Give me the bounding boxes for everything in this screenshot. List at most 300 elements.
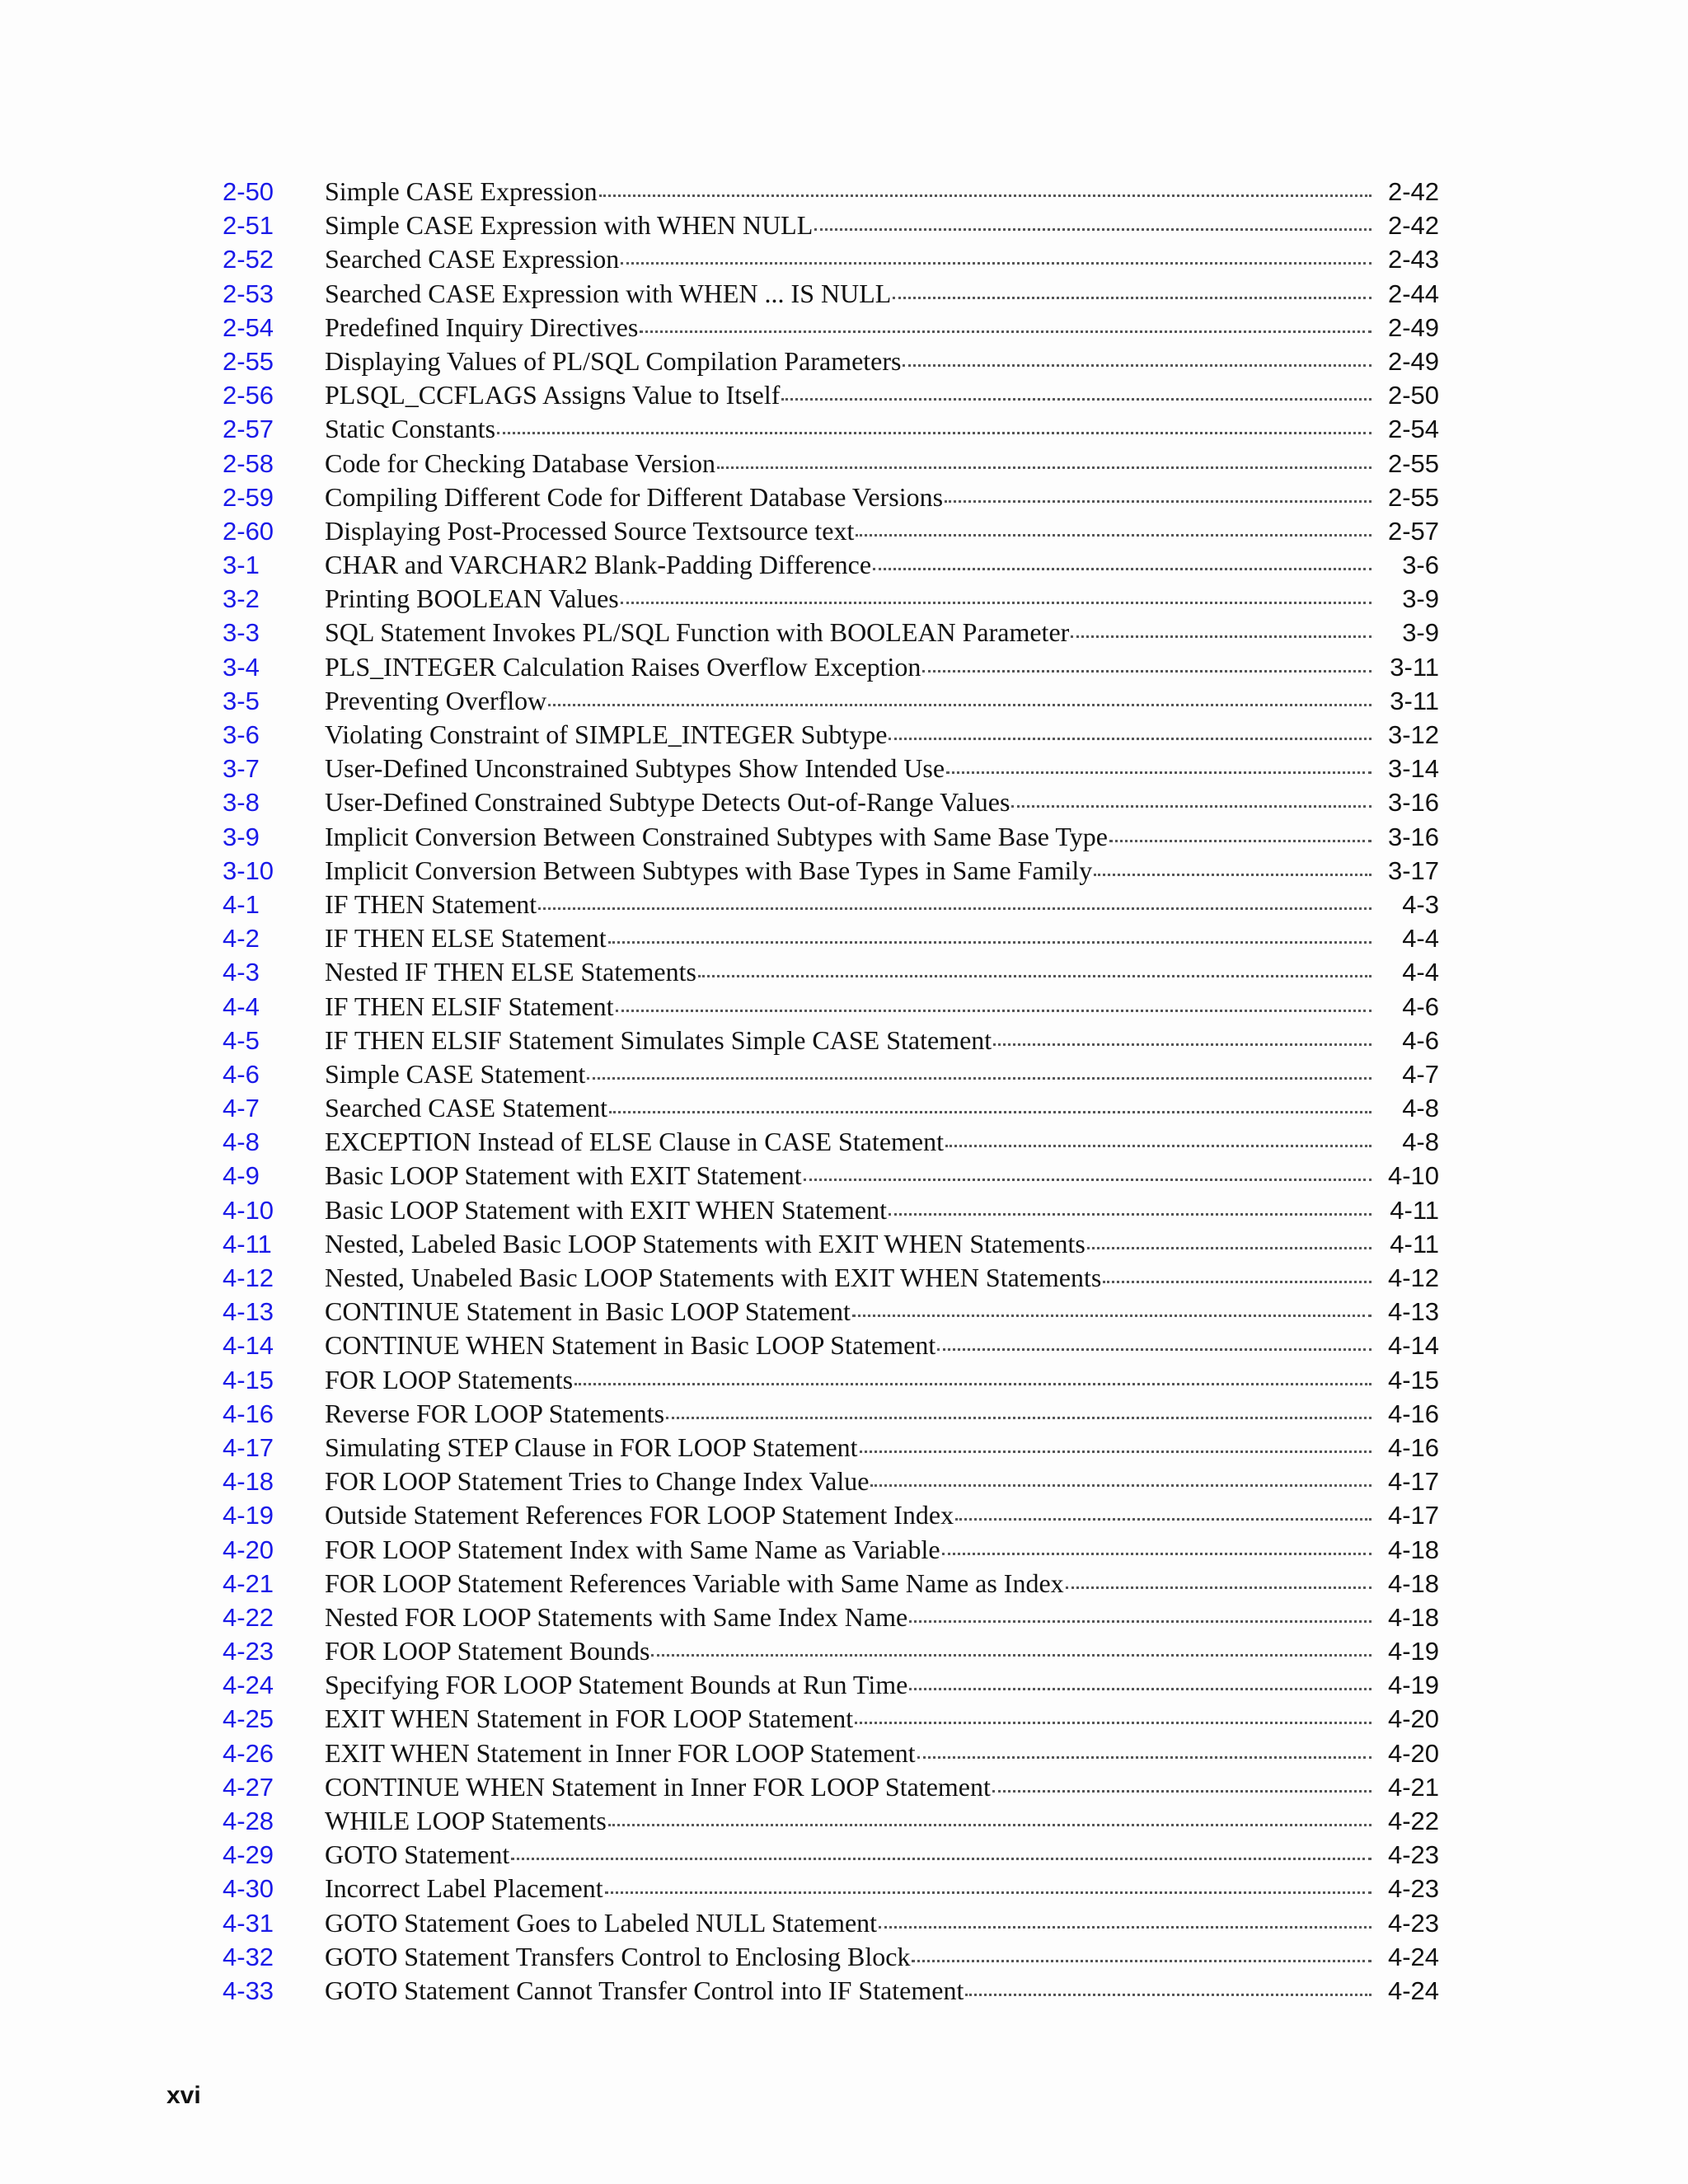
example-number-link[interactable]: 3-2 (223, 584, 260, 614)
page-reference: 2-57 (1387, 516, 1439, 546)
page-reference: 4-23 (1387, 1840, 1439, 1870)
example-title: Nested, Unabeled Basic LOOP Statements with EXIT WHEN Statements (325, 1263, 1102, 1292)
page-reference: 2-55 (1387, 482, 1439, 512)
toc-entry (325, 1974, 1380, 2008)
example-number-link[interactable]: 2-50 (223, 177, 274, 206)
toc-entry (325, 1024, 1380, 1057)
example-number-link[interactable]: 4-30 (223, 1874, 274, 1904)
dot-leader (965, 1985, 1372, 1996)
dot-leader (497, 424, 1372, 434)
toc-entry (325, 1261, 1380, 1295)
example-number-link[interactable]: 4-19 (223, 1501, 274, 1530)
example-number-link[interactable]: 4-16 (223, 1399, 274, 1428)
toc-entry (325, 1057, 1380, 1091)
example-title: Searched CASE Expression (325, 244, 620, 274)
toc-row (223, 1295, 1439, 1329)
toc-entry (325, 1227, 1380, 1261)
page-reference: 4-19 (1387, 1671, 1439, 1700)
toc-row (223, 888, 1439, 921)
page-reference: 4-11 (1390, 1229, 1439, 1258)
dot-leader (893, 288, 1372, 299)
example-number-link[interactable]: 4-5 (223, 1025, 260, 1055)
toc-row (223, 1329, 1439, 1362)
toc-row (223, 1770, 1439, 1804)
page-reference: 3-16 (1387, 822, 1439, 851)
example-title: Searched CASE Statement (325, 1093, 608, 1123)
example-number-link[interactable]: 4-13 (223, 1297, 274, 1327)
example-title: CONTINUE Statement in Basic LOOP Statement (325, 1296, 851, 1327)
example-title: Reverse FOR LOOP Statements (325, 1398, 665, 1428)
dot-leader (605, 1883, 1372, 1894)
example-title: Violating Constraint of SIMPLE_INTEGER Subtype (325, 719, 888, 749)
toc-row (223, 616, 1439, 649)
example-title: IF THEN Statement (325, 888, 537, 919)
dot-leader (870, 1476, 1372, 1487)
toc-row (223, 1940, 1439, 1974)
example-number-link[interactable]: 4-22 (223, 1602, 274, 1632)
toc-entry (325, 1125, 1380, 1159)
dot-leader (912, 1952, 1372, 1962)
dot-leader (621, 254, 1372, 265)
example-title: IF THEN ELSIF Statement Simulates Simple CASE Statement (325, 1024, 992, 1055)
toc-row (223, 752, 1439, 785)
example-title: EXIT WHEN Statement in FOR LOOP Statement (325, 1704, 854, 1734)
toc-entry (325, 1668, 1380, 1702)
toc-row (223, 344, 1439, 378)
example-number-link[interactable]: 4-23 (223, 1637, 274, 1666)
toc-row (223, 1057, 1439, 1091)
toc-entry (325, 1770, 1380, 1804)
toc-row (223, 684, 1439, 718)
example-title: GOTO Statement Goes to Labeled NULL Statement (325, 1907, 878, 1938)
toc-entry (325, 1159, 1380, 1193)
page-reference: 2-44 (1387, 279, 1439, 308)
page-reference: 3-17 (1387, 855, 1439, 885)
toc-row (223, 514, 1439, 548)
page-reference: 3-12 (1387, 720, 1439, 749)
example-number-link[interactable]: 3-3 (223, 618, 260, 648)
toc-entry (325, 1634, 1380, 1668)
example-number-link[interactable]: 2-59 (223, 482, 274, 512)
toc-row (223, 1159, 1439, 1193)
dot-leader (889, 729, 1372, 740)
toc-entry (325, 1397, 1380, 1431)
toc-entry (325, 582, 1380, 616)
example-number-link[interactable]: 4-26 (223, 1738, 274, 1768)
toc-entry (325, 1295, 1380, 1329)
example-title: Simple CASE Expression (325, 176, 598, 206)
dot-leader (651, 1646, 1372, 1657)
example-title: PLS_INTEGER Calculation Raises Overflow Exception (325, 651, 921, 682)
toc-entry (325, 1838, 1380, 1872)
dot-leader (608, 1816, 1372, 1826)
dot-leader (717, 458, 1372, 469)
example-number-link[interactable]: 4-3 (223, 958, 260, 987)
page-reference: 4-3 (1402, 889, 1439, 919)
example-number-link[interactable]: 4-29 (223, 1840, 274, 1870)
toc-row (223, 378, 1439, 412)
example-title: Code for Checking Database Version (325, 448, 715, 478)
toc-entry (325, 1736, 1380, 1770)
toc-row (223, 175, 1439, 209)
toc-entry (325, 752, 1380, 785)
example-number-link[interactable]: 2-53 (223, 279, 274, 308)
toc-row (223, 990, 1439, 1024)
page-reference: 4-24 (1387, 1942, 1439, 1971)
example-title: Predefined Inquiry Directives (325, 312, 639, 342)
toc-entry (325, 616, 1380, 649)
example-number-link[interactable]: 4-2 (223, 924, 260, 954)
example-title: FOR LOOP Statements (325, 1364, 574, 1394)
example-number-link[interactable]: 4-4 (223, 991, 260, 1021)
example-number-link[interactable]: 3-10 (223, 855, 274, 885)
toc-row (223, 1601, 1439, 1634)
example-number-link[interactable]: 3-7 (223, 754, 260, 784)
example-title: Implicit Conversion Between Subtypes with Base Types in Same Family (325, 855, 1093, 885)
example-number-link[interactable]: 2-55 (223, 346, 274, 376)
toc-entry (325, 1702, 1380, 1736)
example-title: EXIT WHEN Statement in Inner FOR LOOP Statement (325, 1737, 916, 1768)
toc-row (223, 1634, 1439, 1668)
toc-row (223, 209, 1439, 242)
example-title: EXCEPTION Instead of ELSE Clause in CASE Statement (325, 1127, 945, 1157)
page-reference: 4-20 (1387, 1704, 1439, 1734)
page-reference: 4-14 (1387, 1331, 1439, 1361)
page-reference: 4-20 (1387, 1738, 1439, 1768)
page-reference: 4-4 (1402, 958, 1439, 987)
example-title: Implicit Conversion Between Constrained Subtypes with Same Base Type (325, 821, 1108, 851)
example-number-link[interactable]: 4-27 (223, 1772, 274, 1802)
example-number-link[interactable]: 4-28 (223, 1807, 274, 1835)
example-number-link[interactable]: 4-25 (223, 1704, 274, 1734)
example-number-link[interactable]: 3-1 (223, 551, 260, 580)
page-reference: 4-6 (1402, 1025, 1439, 1055)
example-number-link[interactable]: 4-12 (223, 1263, 274, 1292)
page-reference: 4-4 (1402, 924, 1439, 954)
dot-leader (814, 220, 1372, 231)
toc-entry (325, 548, 1380, 582)
dot-leader (945, 1137, 1372, 1147)
page-reference: 4-17 (1387, 1501, 1439, 1530)
page-reference: 4-17 (1387, 1467, 1439, 1497)
toc-entry (325, 684, 1380, 718)
page-reference: 4-11 (1390, 1195, 1439, 1225)
example-number-link[interactable]: 2-57 (223, 415, 274, 444)
example-title: FOR LOOP Statement Bounds (325, 1636, 650, 1666)
example-title: WHILE LOOP Statements (325, 1806, 607, 1835)
example-number-link[interactable]: 3-8 (223, 788, 260, 818)
example-number-link[interactable]: 4-6 (223, 1059, 260, 1089)
example-number-link[interactable]: 4-31 (223, 1908, 274, 1938)
dot-leader (992, 1782, 1372, 1793)
toc-row (223, 854, 1439, 888)
example-title: FOR LOOP Statement Index with Same Name as Variable (325, 1534, 940, 1564)
dot-leader (640, 322, 1372, 333)
example-number-link[interactable]: 2-51 (223, 211, 274, 241)
page-reference: 4-19 (1387, 1637, 1439, 1666)
dot-leader (945, 492, 1372, 503)
page-reference: 4-13 (1387, 1297, 1439, 1327)
toc-row (223, 447, 1439, 480)
toc-entry (325, 209, 1380, 242)
page-reference: 4-23 (1387, 1908, 1439, 1938)
example-number-link[interactable]: 4-17 (223, 1432, 274, 1462)
dot-leader (616, 1001, 1372, 1012)
dot-leader (993, 1035, 1372, 1046)
example-title: User-Defined Constrained Subtype Detects Out-of-Range Values (325, 787, 1010, 818)
dot-leader (609, 1103, 1372, 1113)
page-reference: 2-49 (1387, 312, 1439, 342)
dot-leader (666, 1408, 1372, 1419)
toc-entry (325, 854, 1380, 888)
toc-entry (325, 1193, 1380, 1227)
example-title: Nested FOR LOOP Statements with Same Index Name (325, 1601, 908, 1632)
page-reference: 4-18 (1387, 1568, 1439, 1598)
toc-row (223, 1024, 1439, 1057)
page-reference: 3-14 (1387, 754, 1439, 784)
dot-leader (909, 1680, 1372, 1690)
toc-row (223, 921, 1439, 955)
page-reference: 2-50 (1387, 381, 1439, 410)
page-reference: 3-9 (1402, 584, 1439, 614)
toc-entry (325, 175, 1380, 209)
toc-entry (325, 820, 1380, 854)
dot-leader (855, 1713, 1372, 1724)
toc-entry (325, 785, 1380, 819)
toc-entry (325, 1498, 1380, 1532)
toc-row (223, 650, 1439, 684)
page-reference: 4-22 (1387, 1807, 1439, 1835)
toc-entry (325, 1804, 1380, 1838)
example-number-link[interactable]: 2-58 (223, 448, 274, 478)
example-title: Searched CASE Expression with WHEN ... IS NULL (325, 278, 892, 308)
example-title: FOR LOOP Statement References Variable with Same Name as Index (325, 1568, 1064, 1598)
example-title: Outside Statement References FOR LOOP Statement Index (325, 1500, 954, 1530)
toc-row (223, 277, 1439, 311)
example-title: Displaying Post-Processed Source Textsource text (325, 515, 855, 546)
dot-leader (903, 356, 1372, 367)
page-reference: 3-11 (1390, 686, 1439, 715)
example-title: Simple CASE Expression with WHEN NULL (325, 210, 814, 241)
example-number-link[interactable]: 3-9 (223, 822, 260, 851)
toc-row (223, 1193, 1439, 1227)
dot-leader (852, 1306, 1372, 1317)
example-title: CONTINUE WHEN Statement in Inner FOR LOOP Statement (325, 1771, 991, 1802)
toc-entry (325, 1872, 1380, 1905)
example-number-link[interactable]: 4-8 (223, 1127, 260, 1157)
toc-row (223, 785, 1439, 819)
toc-row (223, 1736, 1439, 1770)
toc-entry (325, 514, 1380, 548)
toc-row (223, 1668, 1439, 1702)
example-number-link[interactable]: 2-52 (223, 245, 274, 274)
toc-entry (325, 1465, 1380, 1498)
page-number: xvi (166, 2082, 201, 2109)
toc-row (223, 718, 1439, 752)
example-title: PLSQL_CCFLAGS Assigns Value to Itself (325, 380, 781, 410)
toc-entry (325, 921, 1380, 955)
toc-entry (325, 888, 1380, 921)
dot-leader (873, 560, 1372, 570)
toc-row (223, 1567, 1439, 1601)
toc-entry (325, 1601, 1380, 1634)
page-reference: 2-55 (1387, 448, 1439, 478)
toc-entry (325, 1533, 1380, 1567)
toc-row (223, 548, 1439, 582)
page-reference: 4-8 (1402, 1127, 1439, 1157)
example-title: IF THEN ELSE Statement (325, 923, 607, 954)
dot-leader (511, 1849, 1372, 1860)
example-title: Preventing Overflow (325, 685, 547, 715)
dot-leader (804, 1170, 1372, 1181)
dot-leader (574, 1375, 1372, 1385)
dot-leader (1011, 797, 1372, 808)
example-title: Basic LOOP Statement with EXIT Statement (325, 1160, 802, 1191)
toc-row (223, 955, 1439, 989)
toc-row (223, 1906, 1439, 1940)
example-number-link[interactable]: 4-9 (223, 1161, 260, 1191)
toc-entry (325, 1940, 1380, 1974)
example-title: Compiling Different Code for Different Database Versions (325, 481, 944, 512)
toc-entry (325, 311, 1380, 344)
dot-leader (1066, 1578, 1372, 1589)
toc-entry (325, 447, 1380, 480)
toc-entry (325, 650, 1380, 684)
toc-entry (325, 718, 1380, 752)
page-reference: 4-16 (1387, 1432, 1439, 1462)
toc-row (223, 1804, 1439, 1838)
example-number-link[interactable]: 4-10 (223, 1195, 274, 1225)
page-reference: 4-16 (1387, 1399, 1439, 1428)
example-title: Incorrect Label Placement (325, 1873, 603, 1904)
page-reference: 4-8 (1402, 1094, 1439, 1123)
dot-leader (937, 1340, 1372, 1351)
example-title: GOTO Statement Transfers Control to Enclosing Block (325, 1941, 911, 1971)
page-reference: 4-6 (1402, 991, 1439, 1021)
example-title: GOTO Statement Cannot Transfer Control into IF Statement (325, 1975, 964, 2005)
toc-row (223, 1363, 1439, 1397)
example-title: Nested IF THEN ELSE Statements (325, 957, 696, 987)
example-title: Nested, Labeled Basic LOOP Statements with EXIT WHEN Statements (325, 1228, 1085, 1258)
dot-leader (608, 933, 1372, 944)
dot-leader (1103, 1272, 1372, 1283)
toc-entry (325, 242, 1380, 276)
dot-leader (955, 1510, 1372, 1521)
toc-row (223, 1702, 1439, 1736)
toc-entry (325, 1906, 1380, 1940)
page-reference: 2-42 (1387, 211, 1439, 241)
page-reference: 2-49 (1387, 346, 1439, 376)
example-number-link[interactable]: 4-14 (223, 1331, 274, 1361)
toc-row (223, 1227, 1439, 1261)
example-number-link[interactable]: 3-4 (223, 652, 260, 682)
toc-row (223, 1465, 1439, 1498)
toc-row (223, 1533, 1439, 1567)
dot-leader (860, 1442, 1372, 1453)
toc-entry (325, 1567, 1380, 1601)
list-of-examples (223, 175, 1439, 2008)
toc-row (223, 1974, 1439, 2008)
toc-row (223, 1091, 1439, 1125)
toc-row (223, 582, 1439, 616)
example-number-link[interactable]: 4-24 (223, 1671, 274, 1700)
example-number-link[interactable]: 4-7 (223, 1094, 260, 1123)
example-number-link[interactable]: 4-33 (223, 1975, 274, 2005)
example-number-link[interactable]: 2-60 (223, 516, 274, 546)
dot-leader (1087, 1239, 1372, 1249)
page-reference: 3-16 (1387, 788, 1439, 818)
toc-entry (325, 277, 1380, 311)
toc-entry (325, 1431, 1380, 1465)
dot-leader (909, 1612, 1372, 1623)
dot-leader (1094, 865, 1372, 876)
example-number-link[interactable]: 4-21 (223, 1568, 274, 1598)
example-number-link[interactable]: 4-1 (223, 889, 260, 919)
example-title: User-Defined Unconstrained Subtypes Show Intended Use (325, 753, 945, 784)
toc-row (223, 311, 1439, 344)
example-number-link[interactable]: 4-18 (223, 1467, 274, 1497)
example-number-link[interactable]: 3-6 (223, 720, 260, 749)
example-title: CONTINUE WHEN Statement in Basic LOOP Statement (325, 1330, 936, 1361)
dot-leader (917, 1748, 1372, 1759)
example-number-link[interactable]: 4-11 (223, 1229, 272, 1258)
toc-row (223, 1498, 1439, 1532)
example-number-link[interactable]: 4-32 (223, 1942, 274, 1971)
example-title: FOR LOOP Statement Tries to Change Index Value (325, 1466, 870, 1497)
example-title: Specifying FOR LOOP Statement Bounds at Run Time (325, 1670, 908, 1700)
example-number-link[interactable]: 2-54 (223, 312, 274, 342)
example-number-link[interactable]: 4-15 (223, 1365, 274, 1394)
toc-entry (325, 344, 1380, 378)
dot-leader (587, 1069, 1372, 1080)
toc-row (223, 1838, 1439, 1872)
example-title: GOTO Statement (325, 1840, 510, 1870)
page-reference: 4-12 (1387, 1263, 1439, 1292)
toc-entry (325, 1329, 1380, 1362)
dot-leader (942, 1544, 1372, 1555)
page-reference: 4-10 (1387, 1161, 1439, 1191)
toc-row (223, 1872, 1439, 1905)
page-reference: 4-7 (1402, 1059, 1439, 1089)
example-title: SQL Statement Invokes PL/SQL Function with BOOLEAN Parameter (325, 617, 1070, 648)
page-reference: 2-42 (1387, 177, 1439, 206)
example-title: IF THEN ELSIF Statement (325, 991, 614, 1021)
page-reference: 4-21 (1387, 1772, 1439, 1802)
dot-leader (548, 696, 1372, 706)
dot-leader (879, 1918, 1372, 1929)
dot-leader (621, 593, 1372, 604)
dot-leader (599, 186, 1372, 197)
dot-leader (889, 1205, 1372, 1216)
toc-entry (325, 1363, 1380, 1397)
example-title: Displaying Values of PL/SQL Compilation Parameters (325, 345, 902, 376)
toc-row (223, 412, 1439, 446)
example-title: Simple CASE Statement (325, 1058, 586, 1089)
example-title: Printing BOOLEAN Values (325, 583, 619, 614)
page-reference: 2-54 (1387, 415, 1439, 444)
example-number-link[interactable]: 3-5 (223, 686, 260, 715)
example-title: Simulating STEP Clause in FOR LOOP Statement (325, 1432, 858, 1462)
page-reference: 2-43 (1387, 245, 1439, 274)
toc-entry (325, 1091, 1380, 1125)
dot-leader (1071, 627, 1372, 638)
dot-leader (698, 967, 1372, 977)
example-number-link[interactable]: 4-20 (223, 1535, 274, 1564)
example-number-link[interactable]: 2-56 (223, 381, 274, 410)
toc-row (223, 480, 1439, 514)
dot-leader (1109, 832, 1372, 842)
toc-entry (325, 412, 1380, 446)
